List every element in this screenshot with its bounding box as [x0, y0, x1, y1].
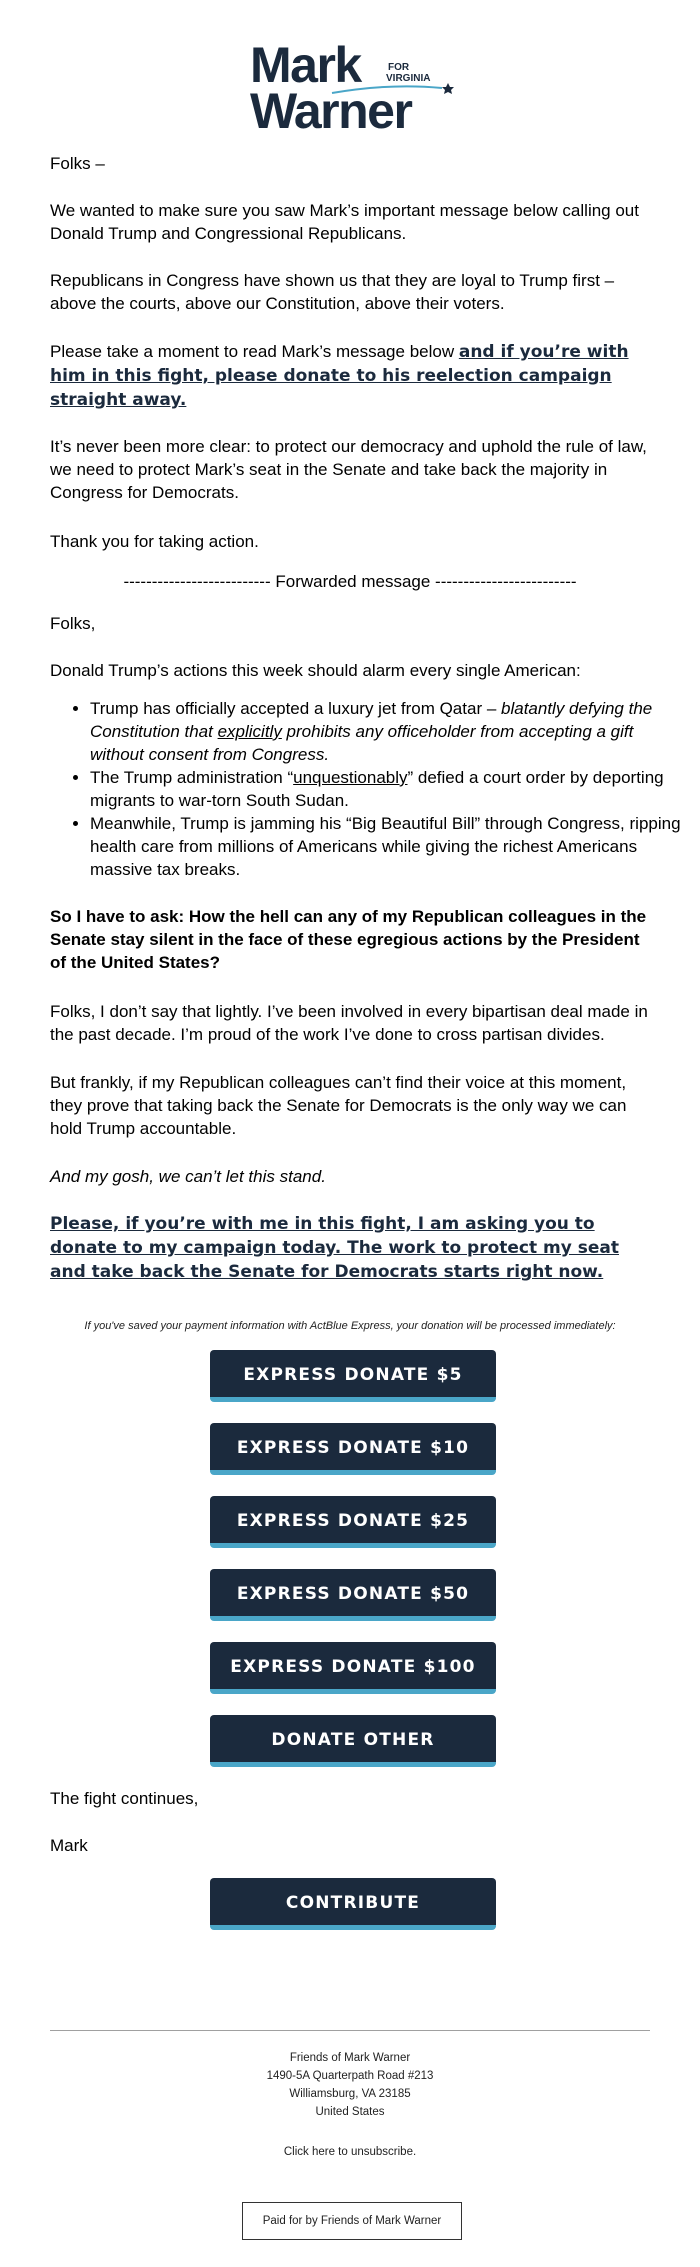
- message-paragraph-4: And my gosh, we can’t let this stand.: [50, 1167, 326, 1186]
- footer-address: [50, 2049, 650, 2121]
- bullet-3-text: Meanwhile, Trump is jamming his “Big Beautiful Bill” through Congress, ripping health care from millions of Americans while giving the richest Americans massive tax breaks.: [90, 814, 681, 879]
- signature: Mark: [50, 1836, 88, 1855]
- message-greeting: Folks,: [50, 614, 96, 633]
- campaign-logo: [250, 37, 455, 141]
- bullet-list: [50, 697, 690, 881]
- list-item: [90, 697, 690, 766]
- intro-paragraph-4: It’s never been more clear: to protect our democracy and uphold the rule of law, we need to protect Mark’s seat in the Senate and take back the majority in Congress for Democrats.: [50, 437, 647, 502]
- bullet-1-underline: explicitly: [217, 722, 282, 741]
- bullet-1-italic-b: prohibits any officeholder from accepting a gift without consent from Congress.: [90, 722, 634, 764]
- forwarded-divider: -------------------------- Forwarded message -------------------------: [123, 572, 577, 591]
- intro-paragraph-3-text: Please take a moment to read Mark’s message below: [50, 342, 459, 361]
- logo-mark-text: Mark: [250, 37, 361, 93]
- intro-greeting: Folks –: [50, 154, 105, 173]
- intro-paragraph-2: Republicans in Congress have shown us that they are loyal to Trump first – above the courts, above our Constitution, above their voters.: [50, 271, 615, 313]
- message-paragraph-1: Donald Trump’s actions this week should alarm every single American:: [50, 661, 581, 680]
- donate-link-intro[interactable]: and if you’re with him in this fight, please donate to his reelection campaign straight away.: [50, 342, 629, 410]
- express-donate-10-button[interactable]: EXPRESS DONATE $10: [210, 1423, 496, 1475]
- intro-paragraph-1: We wanted to make sure you saw Mark’s important message below calling out Donald Trump and Congressional Republicans.: [50, 201, 639, 243]
- logo-for-text: FOR: [388, 62, 410, 73]
- message-paragraph-3: But frankly, if my Republican colleagues can’t find their voice at this moment, they prove that taking back the Senate for Democrats is the only way we can hold Trump accountable.: [50, 1073, 627, 1138]
- logo-warner-text: Warner: [250, 83, 412, 139]
- intro-paragraph-3: [50, 340, 650, 412]
- express-donate-5-button[interactable]: EXPRESS DONATE $5: [210, 1350, 496, 1402]
- message-ask-bold: So I have to ask: How the hell can any of my Republican colleagues in the Senate stay silent in the face of these egregious actions by the President of the United States?: [50, 907, 647, 972]
- bullet-1-text: Trump has officially accepted a luxury jet from Qatar –: [90, 699, 502, 718]
- footer-org: Friends of Mark Warner: [289, 2052, 411, 2064]
- express-donate-50-button[interactable]: EXPRESS DONATE $50: [210, 1569, 496, 1621]
- logo-virginia-text: VIRGINIA: [386, 73, 431, 84]
- contribute-button[interactable]: CONTRIBUTE: [210, 1878, 496, 1930]
- unsubscribe-link[interactable]: Click here to unsubscribe.: [283, 2146, 417, 2158]
- footer-country: United States: [315, 2106, 385, 2118]
- bullet-2-text-b: ” defied a court order by deporting migrants to war-torn South Sudan.: [90, 768, 664, 810]
- express-donate-100-button[interactable]: EXPRESS DONATE $100: [210, 1642, 496, 1694]
- intro-paragraph-5: Thank you for taking action.: [50, 532, 259, 551]
- footer-divider: [50, 2030, 650, 2031]
- paid-for-disclaimer: Paid for by Friends of Mark Warner: [242, 2202, 462, 2240]
- bullet-2-text-a: The Trump administration “: [90, 768, 294, 787]
- express-donate-25-button[interactable]: EXPRESS DONATE $25: [210, 1496, 496, 1548]
- bullet-2-underline: unquestionably: [293, 768, 408, 787]
- closing-line: The fight continues,: [50, 1789, 199, 1808]
- footer-address-line-1: 1490-5A Quarterpath Road #213: [266, 2070, 434, 2082]
- list-item: [90, 766, 690, 812]
- footer-address-line-2: Williamsburg, VA 23185: [289, 2088, 411, 2100]
- donate-other-button[interactable]: DONATE OTHER: [210, 1715, 496, 1767]
- list-item: [90, 812, 690, 881]
- message-cta: [50, 1212, 650, 1284]
- bullet-1-italic-a: blatantly defying the Constitution that: [90, 699, 653, 741]
- actblue-express-note: If you've saved your payment information with ActBlue Express, your donation will be processed immediately:: [84, 1320, 616, 1332]
- donate-link-main[interactable]: Please, if you’re with me in this fight, I am asking you to donate to my campaign today. The work to protect my seat and take back the Senate for Democrats starts right now.: [50, 1214, 620, 1282]
- message-paragraph-2: Folks, I don’t say that lightly. I’ve been involved in every bipartisan deal made in the past decade. I’m proud of the work I’ve done to cross partisan divides.: [50, 1002, 648, 1044]
